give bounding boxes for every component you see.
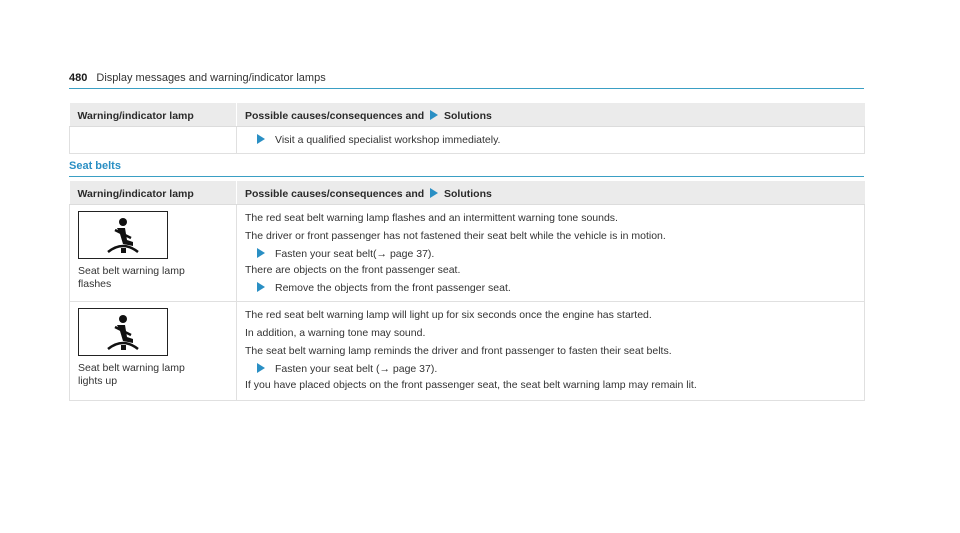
page-number: 480 (69, 72, 88, 84)
col-header-causes (237, 103, 865, 127)
arrow-right-icon (430, 188, 438, 198)
solution-text: Visit a qualified specialist workshop immediately. (275, 134, 501, 146)
table-seat-belts (69, 181, 865, 401)
cause-text: The red seat belt warning lamp will light up for six seconds once the engine has started. (245, 309, 652, 321)
arrow-right-icon (257, 134, 265, 144)
seat-belt-warning-icon (78, 308, 168, 356)
arrow-right-icon (430, 110, 438, 120)
causes-cell (237, 127, 865, 154)
table-row (70, 302, 865, 401)
table-header-row (70, 181, 865, 205)
causes-cell (237, 205, 865, 302)
solution-item (257, 133, 856, 147)
lamp-cell (70, 127, 237, 154)
arrow-right-icon (257, 282, 265, 292)
col-header-causes (237, 181, 865, 205)
section-title: Seat belts (69, 160, 864, 177)
lamp-cell (70, 205, 237, 302)
lamp-cell (70, 302, 237, 401)
lamp-label (78, 265, 228, 291)
lamp-label-line: Seat belt warning lamp (78, 362, 185, 374)
lamp-label-line: flashes (78, 278, 112, 290)
page-header (69, 72, 864, 89)
solution-item (257, 247, 856, 261)
cause-text: The driver or front passenger has not fastened their seat belt while the vehicle is in motion. (245, 230, 666, 242)
lamp-label (78, 362, 228, 388)
table-header-row (70, 103, 865, 127)
table-row (70, 127, 865, 154)
col-header-causes-text: Possible causes/consequences and (245, 110, 425, 122)
arrow-right-icon (257, 363, 265, 373)
causes-cell (237, 302, 865, 401)
solution-text: Remove the objects from the front passenger seat. (275, 282, 511, 294)
table-top (69, 103, 865, 154)
cause-text: In addition, a warning tone may sound. (245, 327, 426, 339)
col-header-solutions-text: Solutions (444, 188, 492, 200)
seat-belt-warning-icon (78, 211, 168, 259)
cause-text: The seat belt warning lamp reminds the driver and front passenger to fasten their seat belts. (245, 345, 672, 357)
col-header-causes-text: Possible causes/consequences and (245, 188, 425, 200)
arrow-right-icon (257, 248, 265, 258)
lamp-label-line: lights up (78, 375, 118, 387)
solution-text: Fasten your seat belt (→ page 37). (275, 363, 438, 375)
lamp-label-line: Seat belt warning lamp (78, 265, 185, 277)
page-header-title: Display messages and warning/indicator lamps (96, 72, 326, 84)
solution-text: Fasten your seat belt(→ page 37). (275, 248, 435, 260)
solution-item (257, 362, 856, 376)
cause-text: There are objects on the front passenger seat. (245, 264, 461, 276)
cause-text: The red seat belt warning lamp flashes and an intermittent warning tone sounds. (245, 212, 618, 224)
col-header-lamp: Warning/indicator lamp (70, 103, 237, 127)
table-row (70, 205, 865, 302)
col-header-solutions-text: Solutions (444, 110, 492, 122)
solution-item (257, 281, 856, 295)
col-header-lamp: Warning/indicator lamp (70, 181, 237, 205)
cause-text: If you have placed objects on the front passenger seat, the seat belt warning lamp may remain lit. (245, 379, 697, 391)
